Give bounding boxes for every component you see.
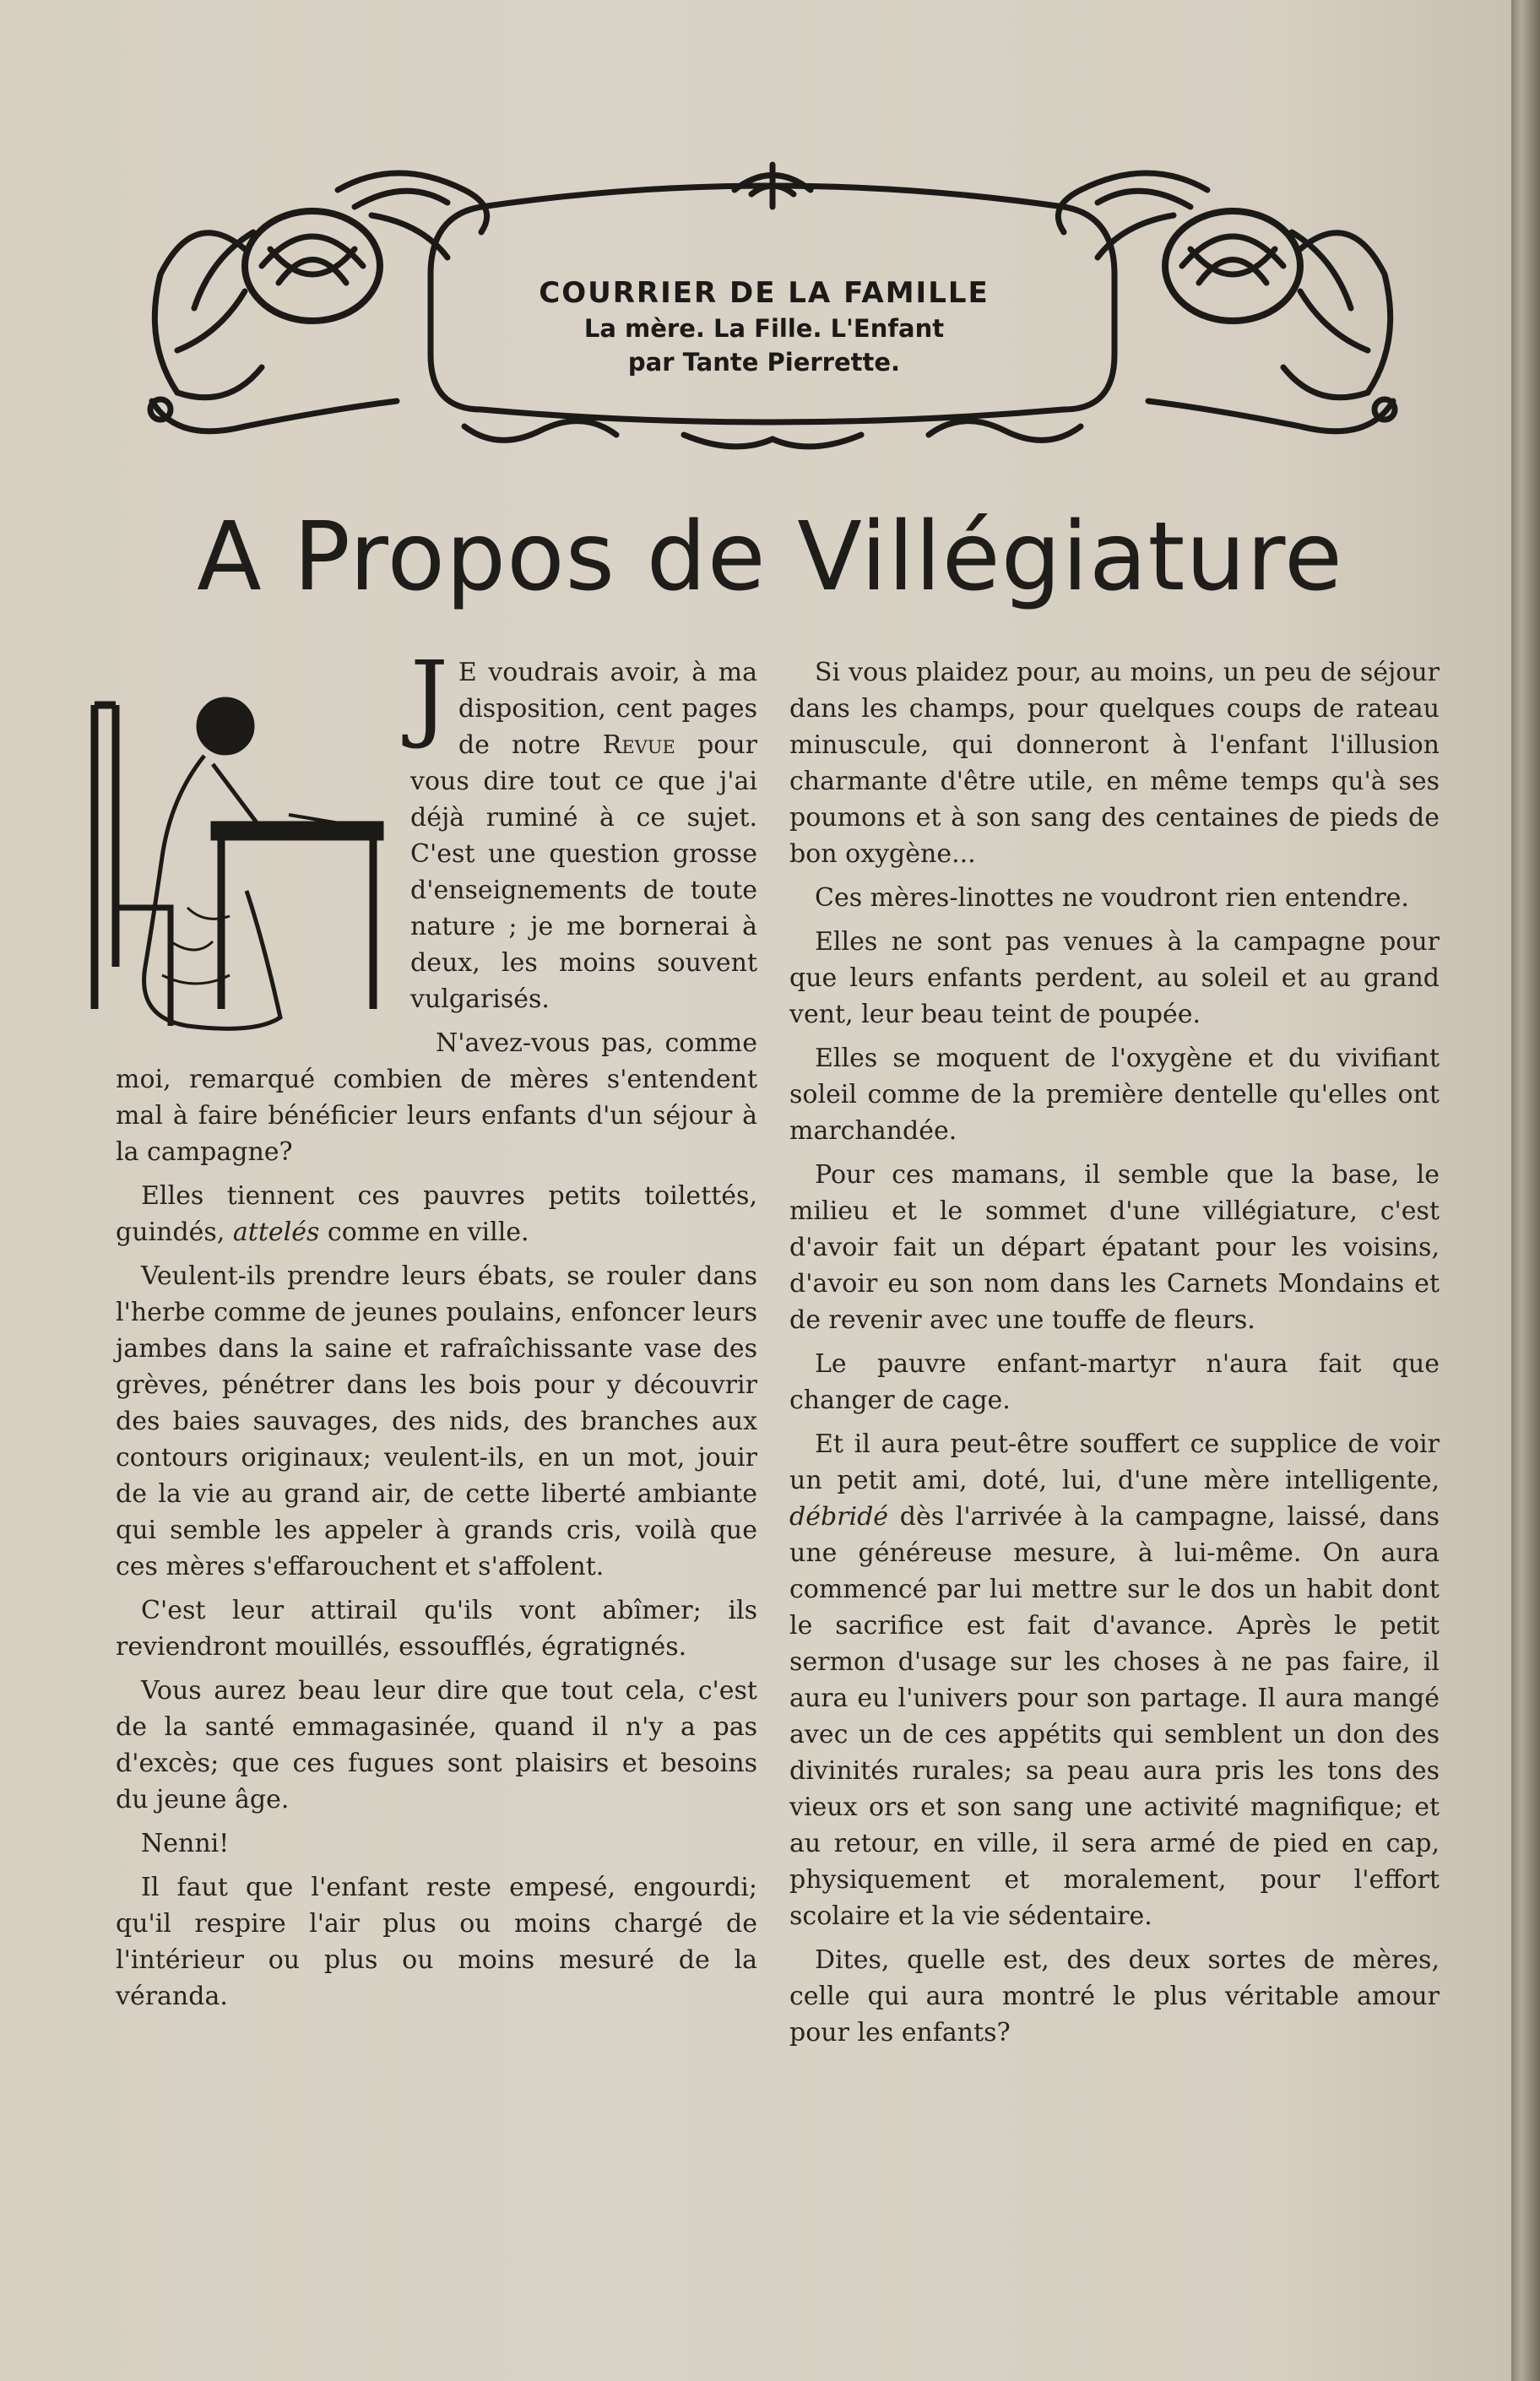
paragraph-16: Dites, quelle est, des deux sortes de mères, celle qui aura montré le plus véritable amour pour les enfants? [789,1945,1440,2047]
right-column [789,654,1440,2058]
paragraph-12: Elles se moquent de l'oxygène et du vivifiant soleil comme de la première dentelle qu'elles ont marchandée. [789,1044,1440,1146]
banner-title: COURRIER DE LA FAMILLE [539,276,990,310]
banner-subtitle: La mère. La Fille. L'Enfant [583,314,945,343]
paragraph-7: Nenni! [141,1829,230,1858]
paragraph-15 [789,1426,1440,1934]
text: comme en ville. [319,1218,529,1247]
banner-caption [507,274,1022,379]
drop-cap: J [410,642,448,751]
paragraph-4: Veulent-ils prendre leurs ébats, se rouler dans l'herbe comme de jeunes poulains, enfoncer leurs jambes dans la saine et rafraîchissante vase des grèves, pénétrer dans les bois pour y découvrir des baies sauvages, des nids, des branches aux contours originaux; veulent-ils, en un mot, jouir de la vie au grand air, de cette liberté ambiante qui semble les appeler à grands cris, voilà que ces mères s'effarouchent et s'affolent. [116,1261,757,1581]
paragraph-14: Le pauvre enfant-martyr n'aura fait que changer de cage. [789,1349,1440,1415]
emphasis: attelés [232,1218,320,1247]
book-spine [1511,0,1540,2381]
article-title: A Propos de Villégiature [197,502,1343,612]
paragraph-10: Ces mères-linottes ne voudront rien entendre. [815,883,1409,913]
text: Elles tiennent ces pauvres petits toilettés, guindés, [116,1181,757,1247]
paragraph-6: Vous aurez beau leur dire que tout cela, c'est de la santé emmagasinée, quand il n'y a pas d'excès; que ces fugues sont plaisirs et besoins du jeune âge. [116,1676,757,1814]
text: pour vous dire tout ce que j'ai déjà ruminé à ce sujet. C'est une question grosse d'enseignements de toute nature ; je me bornerai à deux, les moins souvent vulgarisés. [410,730,757,1014]
text: E voudrais avoir, à ma disposition, cent pages de notre [458,658,757,760]
banner-author: par Tante Pierrette. [627,348,901,377]
paragraph-5: C'est leur attirail qu'ils vont abîmer; ils reviendront mouillés, essoufflés, égratignés. [116,1596,757,1662]
woman-at-table-illustration [69,688,407,1060]
paragraph-8: Il faut que l'enfant reste empesé, engourdi; qu'il respire l'air plus ou moins chargé de l'intérieur ou plus ou moins mesuré de la véranda. [116,1873,757,2011]
left-column [116,642,757,2022]
paragraph-11: Elles ne sont pas venues à la campagne pour que leurs enfants perdent, au soleil et au grand vent, leur beau teint de poupée. [789,927,1440,1029]
text: Et il aura peut-être souffert ce supplice de voir un petit ami, doté, lui, d'une mère intelligente, [789,1429,1440,1495]
text: dès l'arrivée à la campagne, laissé, dans une généreuse mesure, à lui-même. On aura commencé par lui mettre sur le dos un habit dont le sacrifice est fait d'avance. Après le petit sermon d'usage sur les choses à ne pas faire, il aura eu l'univers pour son partage. Il aura mangé avec un de ces appétits qui semblent un don des divinités rurales; sa peau aura pris les tons des vieux ors et son sang une activité magnifique; et au retour, en ville, il sera armé de pied en cap, physiquement et moralement, pour l'effort scolaire et la vie sédentaire. [789,1502,1440,1931]
paragraph-2: N'avez-vous pas, comme moi, remarqué combien de mères s'entendent mal à faire bénéficier leurs enfants d'un séjour à la campagne? [116,1028,757,1167]
paragraph-13: Pour ces mamans, il semble que la base, le milieu et le sommet d'une villégiature, c'est d'avoir fait un départ épatant pour les voisins, d'avoir eu son nom dans les Carnets Mondains et de revenir avec une touffe de fleurs. [789,1160,1440,1335]
emphasis: débridé [789,1502,889,1532]
paragraph-3 [116,1178,757,1250]
revue-smallcaps: Revue [602,730,675,760]
paragraph-9: Si vous plaidez pour, au moins, un peu de séjour dans les champs, pour quelques coups de rateau minuscule, qui donneront à l'enfant l'illusion charmante d'être utile, en même temps qu'à ses poumons et à son sang des centaines de pieds de bon oxygène... [789,658,1440,869]
